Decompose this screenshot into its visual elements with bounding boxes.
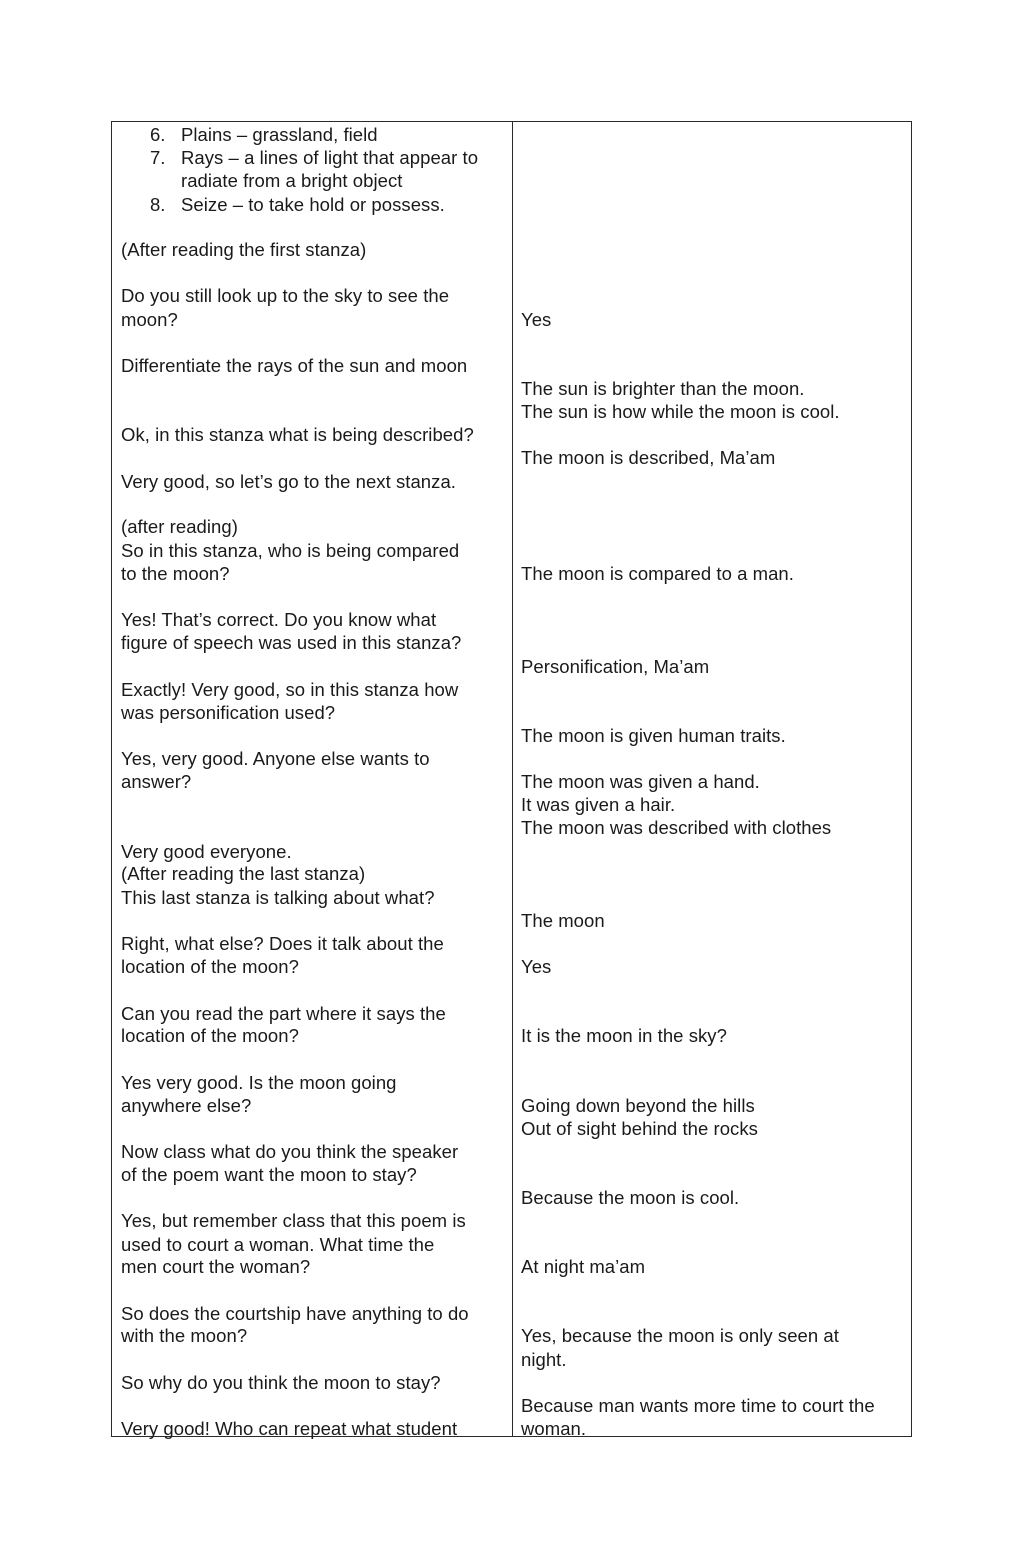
student-line: It was given a hair.: [521, 794, 676, 815]
teacher-line: moon?: [121, 309, 178, 330]
vocab-item: Seize – to take hold or possess.: [181, 194, 445, 215]
teacher-line: anywhere else?: [121, 1095, 252, 1116]
teacher-line: (after reading): [121, 516, 238, 537]
student-line: Yes: [521, 956, 552, 977]
vocab-number: 8.: [150, 194, 166, 215]
vocab-item: Plains – grassland, field: [181, 124, 378, 145]
teacher-line: This last stanza is talking about what?: [121, 887, 435, 908]
teacher-line: Now class what do you think the speaker: [121, 1141, 459, 1162]
teacher-line: Exactly! Very good, so in this stanza how: [121, 679, 459, 700]
student-line: Out of sight behind the rocks: [521, 1118, 758, 1139]
student-line: The moon: [521, 910, 605, 931]
student-line: At night ma’am: [521, 1256, 646, 1277]
teacher-line: Right, what else? Does it talk about the: [121, 933, 444, 954]
teacher-line: used to court a woman. What time the: [121, 1234, 435, 1255]
teacher-line: was personification used?: [121, 702, 336, 723]
teacher-line: location of the moon?: [121, 956, 299, 977]
vocab-number: 6.: [150, 124, 166, 145]
teacher-line: location of the moon?: [121, 1025, 299, 1046]
teacher-line: (After reading the last stanza): [121, 863, 366, 884]
teacher-line: Can you read the part where it says the: [121, 1003, 446, 1024]
vocab-number: 7.: [150, 147, 166, 168]
lesson-table: [111, 121, 912, 1437]
teacher-line: to the moon?: [121, 563, 230, 584]
student-line: The sun is brighter than the moon.: [521, 378, 805, 399]
teacher-line: Do you still look up to the sky to see the: [121, 285, 450, 306]
teacher-line: So why do you think the moon to stay?: [121, 1372, 441, 1393]
student-line: Because the moon is cool.: [521, 1187, 740, 1208]
teacher-line: men court the woman?: [121, 1256, 311, 1277]
teacher-line: Differentiate the rays of the sun and moon: [121, 355, 468, 376]
teacher-line: Very good, so let’s go to the next stanza.: [121, 471, 456, 492]
column-divider: [512, 122, 513, 1436]
student-line: Yes, because the moon is only seen at: [521, 1325, 839, 1346]
teacher-line: Yes, very good. Anyone else wants to: [121, 748, 430, 769]
student-line: Because man wants more time to court the: [521, 1395, 875, 1416]
teacher-line: (After reading the first stanza): [121, 239, 367, 260]
teacher-line: Yes very good. Is the moon going: [121, 1072, 397, 1093]
teacher-line: Very good! Who can repeat what student: [121, 1418, 458, 1439]
student-line: The moon is described, Ma’am: [521, 447, 776, 468]
teacher-line: Yes, but remember class that this poem is: [121, 1210, 466, 1231]
teacher-line: Ok, in this stanza what is being described?: [121, 424, 474, 445]
student-line: night.: [521, 1349, 567, 1370]
student-line: Going down beyond the hills: [521, 1095, 755, 1116]
teacher-line: of the poem want the moon to stay?: [121, 1164, 417, 1185]
student-line: The moon is given human traits.: [521, 725, 786, 746]
teacher-line: Very good everyone.: [121, 841, 292, 862]
student-line: Personification, Ma’am: [521, 656, 710, 677]
teacher-line: figure of speech was used in this stanza?: [121, 632, 462, 653]
student-line: The moon was given a hand.: [521, 771, 760, 792]
student-line: Yes: [521, 309, 552, 330]
student-line: woman.: [521, 1418, 587, 1439]
vocab-item: Rays – a lines of light that appear to: [181, 147, 479, 168]
student-line: The sun is how while the moon is cool.: [521, 401, 840, 422]
teacher-line: So in this stanza, who is being compared: [121, 540, 460, 561]
teacher-line: answer?: [121, 771, 192, 792]
teacher-line: So does the courtship have anything to do: [121, 1303, 469, 1324]
teacher-line: with the moon?: [121, 1325, 248, 1346]
student-line: The moon is compared to a man.: [521, 563, 794, 584]
vocab-item: radiate from a bright object: [181, 170, 403, 191]
teacher-line: Yes! That’s correct. Do you know what: [121, 609, 437, 630]
student-line: The moon was described with clothes: [521, 817, 832, 838]
student-line: It is the moon in the sky?: [521, 1025, 727, 1046]
